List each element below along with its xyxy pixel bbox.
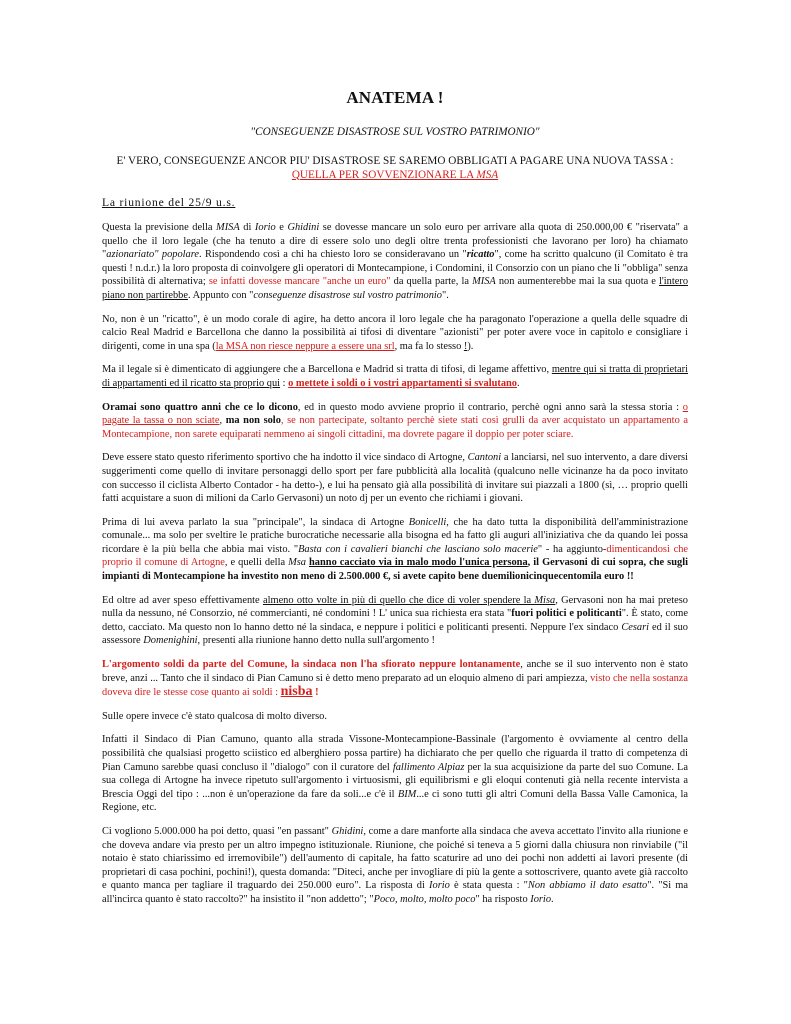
document-page xyxy=(102,88,688,917)
subtitle: "CONSEGUENZE DISASTROSE SUL VOSTRO PATRIMONIO" xyxy=(250,126,540,138)
paragraph-11: Ci vogliono 5.000.000 ha poi detto, quasi "en passant" Ghidini, come a dare manforte alla sindaca che aveva accettato l'invito alla riunione e che doveva andare via presto per un altro impegno istituzionale. Riunione, che poiché si teneva a 5 giorni dalla chiusura non rinviabile ("il notaio è stato chiarissimo ed irremovibile") dell'aumento di capitale, ha fatto scaturire ad uno dei pochi non addetti ai lavori presente (di proprietari di casa pochini, pochini!), questa domanda: "Diteci, anche per invogliare di più la gente a sottoscrivere, quanto avete già raccolto e quanto manca per tagliare il traguardo dei 250.000 euro". La risposta di Iorio è stata questa : "Non abbiamo il dato esatto". "Si ma all'incirca quanto è stato raccolto?" ha insistito il "non addetto"; "Poco, molto, molto poco" ha risposto Iorio. xyxy=(102,825,688,905)
headline-red-text: QUELLA PER SOVVENZIONARE LA MSA xyxy=(291,168,499,181)
section-heading: La riunione del 25/9 u.s. xyxy=(102,196,236,209)
nisba-emphasis: nisba xyxy=(280,684,313,700)
paragraph-3: Ma il legale si è dimenticato di aggiungere che a Barcellona e Madrid si tratta di tifosi, di legame affettivo, mentre qui si tratta di proprietari di appartamenti ed il ricatto sta proprio qui : o mettete i soldi o i vostri appartamenti si svalutano. xyxy=(102,364,688,389)
paragraph-8: L'argomento soldi da parte del Comune, la sindaca non l'ha sfiorato neppure lontanamente, anche se il suo intervento non è stato breve, anzi ... Tanto che il sindaco di Pian Camuno si è detto meno preparato ad un eloquio almeno di pari ampiezza, visto che nella sostanza doveva dire le stesse cose quanto ai soldi : nisba ! xyxy=(102,659,688,700)
paragraph-6: Prima di lui aveva parlato la sua "principale", la sindaca di Artogne Bonicelli, che ha dato tutta la disponibilità dell'amministrazione comunale... ma solo per sveltire le pratiche burocratiche necessarie alla bisogna ed ha fatto gli auguri all'iniziativa che da quando lei possa ricordare è la più bella che abbia mai visto. "Basta con i cavalieri bianchi che lasciano solo macerie" - ha aggiunto-dimenticandosi che proprio il comune di Artogne, e quelli della Msa hanno cacciato via in malo modo l'unica persona, il Gervasoni di cui sopra, che sugli impianti di Montecampione ha investito non meno di 2.500.000 €, si avete capito bene duemilionicinquecentomila euro !! xyxy=(102,516,688,583)
paragraph-1: Questa la previsione della MISA di Iorio e Ghidini se dovesse mancare un solo euro per arrivare alla quota di 250.000,00 € "riservata" a quello che il loro legale (che ha tenuto a dire di essere solo uno degli oltre trenta professionisti che lavorano per loro) ha chiamato "azionariato" popolare. Rispondendo così a chi ha chiesto loro se consideravano un "ricatto", come ha scritto qualcuno (il Comitato è tra questi ! n.d.r.) la loro proposta di coinvolgere gli operatori di Montecampione, i Condomini, il Consorzio con un piano che li "obbliga" senza possibilità di alternativa; se infatti dovesse mancare "anche un euro" da quella parte, la MISA non aumenterebbe mai la sua quota e l'intero piano non partirebbe. Appunto con "conseguenze disastrose sul vostro patrimonio". xyxy=(102,222,689,301)
paragraph-5: Deve essere stato questo riferimento sportivo che ha indotto il vice sindaco di Artogne, Cantoni a lanciarsi, nel suo intervento, a dare diversi suggerimenti come quello di invitare personaggi dello sport per fare pubblicità alla località (qualcuno nelle vicinanze ha da poco invitato con successo il ciclista Alberto Contador - ha detto-), e lui ha pensato già alla possibilità di invitare sui piazzali a 1800 (sì, … proprio quelli fatti acquistare a suon di milioni da Carlo Gervasoni) un noto dj per un evento che richiami i giovani. xyxy=(102,452,688,505)
headline xyxy=(102,155,688,182)
page-title: ANATEMA ! xyxy=(346,88,444,107)
paragraph-7: Ed oltre ad aver speso effettivamente almeno otto volte in più di quello che dice di voler spendere la Misa, Gervasoni non ha mai preteso nulla da nessuno, né Consorzio, né commercianti, né condomini ! L' unica sua richiesta era stata "fuori politici e politicanti". È stato, come detto, cacciato. Ma questo non lo hanno detto né la sindaca, e neppure i politici e politicanti presenti. Neppure l'ex sindaco Cesari ed il suo assessore Domenighini, presenti alla riunione hanno detto nulla sull'argomento ! xyxy=(102,594,689,647)
headline-text: E' VERO, CONSEGUENZE ANCOR PIU' DISASTROSE SE SAREMO OBBLIGATI A PAGARE UNA NUOVA TASSA : xyxy=(116,155,674,167)
paragraph-4: Oramai sono quattro anni che ce lo dicono, ed in questo modo avviene proprio il contrario, perchè ogni anno sarà la stessa storia : o pagate la tassa o non sciate, ma non solo, se non partecipate, soltanto perchè siete stati così grulli da aver acquistato un appartamento a Montecampione, non sarete equiparati nemmeno ai singoli cittadini, ma dovrete pagare il doppio per poter sciare. xyxy=(102,401,689,440)
paragraph-2: No, non è un "ricatto", è un modo corale di agire, ha detto ancora il loro legale che ha paragonato l'operazione a quella delle squadre di calcio Real Madrid e Barcellona che danno la possibilità ai tifosi di diventare "azionisti" per poter avere voce in capitolo e consigliare i dirigenti, come in una spa (la MSA non riesce neppure a essere una srl, ma fa lo stesso !). xyxy=(102,313,688,352)
paragraph-9: Sulle opere invece c'è stato qualcosa di molto diverso. xyxy=(102,710,327,722)
paragraph-10: Infatti il Sindaco di Pian Camuno, quanto alla strada Vissone-Montecampione-Bassinale (l'argomento è ovviamente al centro della possibilità che qualsiasi progetto sciistico ed alberghiero possa partire) ha dichiarato che per quello che riguarda il tratto di competenza di Pian Camuno sarebbe quasi concluso il "dialogo" con il curatore del fallimento Alpiaz per la sua acquisizione da parte del suo Comune. La sua collega di Artogne ha invece ripetuto sull'argomento i virtuosismi, gli equilibrismi e gli eloqui contenuti già nella recente intervista a Brescia Oggi del tipo : ...non è un'operazione da fare da soli...e c'è il BIM...e ci sono tutti gli altri Comuni della Bassa Valle Camonica, la Regione, etc. xyxy=(102,734,688,814)
